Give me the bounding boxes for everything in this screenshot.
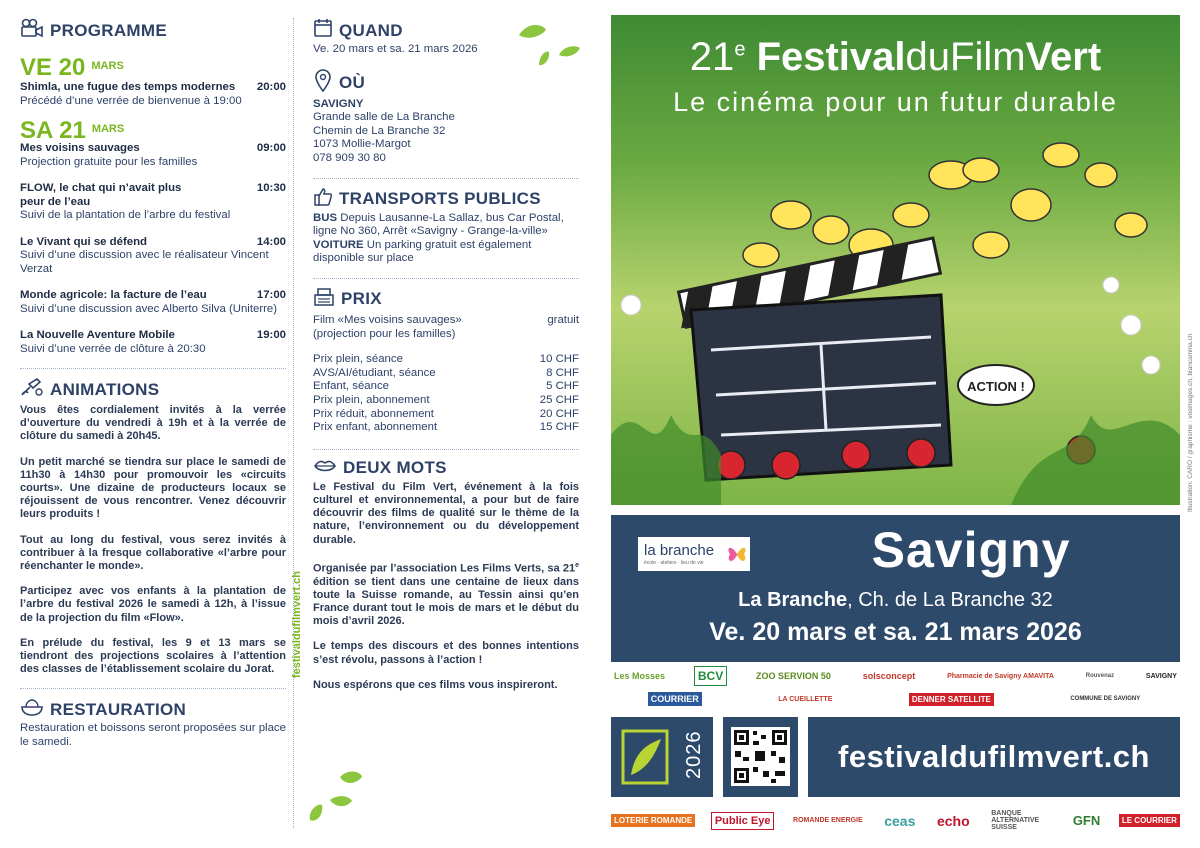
venue-date: Ve. 20 mars et sa. 21 mars 2026 xyxy=(709,618,1082,646)
sponsor-logo: LOTERIE ROMANDE xyxy=(611,814,695,827)
price-row xyxy=(313,367,579,381)
car-text: Un parking gratuit est également disponible sur place xyxy=(313,238,532,265)
price-label: Film «Mes voisins sauvages» (projection pour les familles) xyxy=(313,313,462,340)
sponsor-logo: solsconcept xyxy=(862,671,916,681)
leaf-decoration-icon xyxy=(514,20,584,70)
venue-name: La Branche xyxy=(738,589,848,611)
quand-title: QUAND xyxy=(339,20,403,40)
divider xyxy=(20,368,286,369)
sponsor-logo: SAVIGNY xyxy=(1145,672,1177,680)
prix-header xyxy=(313,287,579,312)
day-month: MARS xyxy=(91,123,125,135)
deux-mots-p2 xyxy=(313,559,579,629)
price-value: 5 CHF xyxy=(546,380,579,393)
divider xyxy=(313,278,579,279)
animations-para-2: Un petit marché se tiendra sur place le samedi de 11h30 à 14h30 pour promouvoir les «circuits courts». Une dizaine de producteurs locaux se réjouissent de vous rencontrer. Venez découvrir leurs produits ! xyxy=(20,455,286,521)
ou-title: OÙ xyxy=(339,73,366,93)
sponsor-logo: GFN xyxy=(1072,813,1101,828)
price-row xyxy=(313,353,579,367)
divider xyxy=(20,688,286,689)
event-title: FLOW, le chat qui n’avait plus peur de l’eau xyxy=(20,182,182,208)
day-name: SA 21 xyxy=(20,117,86,144)
festival-leaf-logo-icon xyxy=(621,729,669,785)
event-desc: Suivi de la plantation de l’arbre du festival xyxy=(20,209,231,221)
sponsor-logo: LE COURRIER xyxy=(1119,814,1180,827)
event-sat-4 xyxy=(20,289,286,316)
qr-code-box[interactable] xyxy=(723,717,798,797)
venue-banner xyxy=(611,515,1180,662)
animations-para-5: En prélude du festival, les 9 et 13 mars se tiendront des projections scolaires à l’attention des classes de l’établissement scolaire du Jorat. xyxy=(20,636,286,676)
animations-para-3: Tout au long du festival, vous serez invités à contribuer à la fresque collaborative «l’arbre pour réenchanter le monde». xyxy=(20,533,286,573)
lips-icon xyxy=(313,458,337,479)
event-desc: Projection gratuite pour les familles xyxy=(20,155,198,168)
sponsors-row-3 xyxy=(611,808,1180,833)
event-desc: Suivi d’une discussion avec Alberto Silva (Uniterre) xyxy=(20,302,278,315)
event-title: La Nouvelle Aventure Mobile xyxy=(20,329,175,341)
deux-mots-title: DEUX MOTS xyxy=(343,458,447,478)
ou-place: SAVIGNY xyxy=(313,97,364,110)
deux-mots-p1: Le Festival du Film Vert, événement à la fois culturel et environnemental, a pour but de faire découvrir des films de qualité sur le thème de la nature, l’environnement ou du développement durable. xyxy=(313,480,579,546)
price-label: Prix plein, abonnement xyxy=(313,393,430,406)
event-title: Le Vivant qui se défend xyxy=(20,235,148,248)
sponsor-logo: Public Eye xyxy=(711,812,775,830)
sponsor-logo: BCV xyxy=(694,666,727,686)
event-time: 19:00 xyxy=(256,329,286,341)
event-time: 20:00 xyxy=(256,81,286,93)
location-pin-icon xyxy=(313,69,333,98)
price-label: AVS/AI/étudiant, séance xyxy=(313,366,436,379)
restauration-header xyxy=(20,697,286,722)
event-time: 14:00 xyxy=(256,235,286,248)
poster-illustration xyxy=(611,15,1180,505)
programme-header xyxy=(20,18,286,43)
sponsor-logo: DENNER SATELLITE xyxy=(909,693,994,706)
event-title: Mes voisins sauvages xyxy=(20,142,140,154)
sponsor-logo: ROMANDE ENERGIE xyxy=(793,817,863,824)
vertical-website: festivaldufilmvert.ch xyxy=(291,571,303,678)
sponsors-row-1 xyxy=(611,666,1180,686)
sponsor-logo: Pharmacie de Savigny AMAVITA xyxy=(947,672,1054,680)
event-sat-1 xyxy=(20,142,286,169)
event-time: 09:00 xyxy=(256,142,286,154)
restauration-title: RESTAURATION xyxy=(50,699,187,719)
title-vert: Vert xyxy=(1025,35,1102,79)
website-link[interactable]: festivaldufilmvert.ch xyxy=(808,717,1180,797)
illustration-credit: Illustration: CARO / graphisme : vosimages.ch, biancamina.ch xyxy=(1187,333,1194,512)
event-desc: Précédé d’une verrée de bienvenue à 19:00 xyxy=(20,94,242,107)
sponsor-logo: echo xyxy=(936,812,970,829)
city-name: Savigny xyxy=(871,522,1071,578)
deux-mots-header xyxy=(313,458,579,479)
price-label: Enfant, séance xyxy=(313,380,389,393)
sponsor-logo: ceas xyxy=(884,812,916,829)
poster-subtitle: Le cinéma pour un futur durable xyxy=(673,87,1118,117)
column-info xyxy=(313,18,579,704)
bus-info xyxy=(313,212,579,239)
divider xyxy=(313,178,579,179)
p2-start: Organisée par l’association Les Films Verts, sa 21 xyxy=(313,562,576,575)
transports-title: TRANSPORTS PUBLICS xyxy=(339,189,541,209)
animations-title: ANIMATIONS xyxy=(50,379,160,399)
cash-register-icon xyxy=(313,287,335,312)
title-festival: Festival xyxy=(756,35,906,79)
column-divider xyxy=(293,18,294,828)
car-label: VOITURE xyxy=(313,238,364,251)
programme-title: PROGRAMME xyxy=(50,20,167,40)
edition-sup: e xyxy=(734,38,746,61)
price-label: Prix plein, séance xyxy=(313,353,403,366)
animations-para-4: Participez avec vos enfants à la plantation de l’arbre du festival 2026 le samedi à 12h, à l’issue de la projection du film «Flow». xyxy=(20,585,286,624)
sponsor-logo: LA CUEILLETTE xyxy=(778,695,833,703)
deux-mots-p4: Nous espérons que ces films vous inspireront. xyxy=(313,678,558,691)
restauration-text: Restauration et boissons seront proposées sur place le samedi. xyxy=(20,722,286,748)
ou-line: 078 909 30 80 xyxy=(313,151,386,164)
divider xyxy=(313,449,579,450)
price-value: 20 CHF xyxy=(539,407,579,420)
price-value: 25 CHF xyxy=(539,393,579,406)
sponsor-logo: COMMUNE DE SAVIGNY xyxy=(1070,696,1141,702)
transports-header xyxy=(313,187,579,212)
column-programme xyxy=(20,18,286,749)
food-bowl-icon xyxy=(20,697,44,722)
event-desc: Suivi d’une discussion avec le réalisateur Vincent Verzat xyxy=(20,249,269,275)
camera-icon xyxy=(20,18,44,43)
event-sat-2 xyxy=(20,182,286,223)
calendar-icon xyxy=(313,18,333,43)
p2-end: édition se tient dans une centaine de lieux dans toute la Suisse romande, au Tessin ainsi qu’en France durant tout le mois de mars et le début du mois d’avril 2026. xyxy=(313,575,579,628)
la-branche-logo xyxy=(638,537,750,571)
event-friday xyxy=(20,81,286,108)
sponsors-row-2 xyxy=(611,692,1180,706)
title-dufilm: duFilm xyxy=(905,35,1026,79)
ou-line: Chemin de La Branche 32 xyxy=(313,124,446,137)
paintbrush-icon xyxy=(20,377,44,402)
price-row xyxy=(313,421,579,435)
thumbs-up-icon xyxy=(313,187,333,212)
ou-line: 1073 Mollie-Margot xyxy=(313,138,411,151)
qr-code-icon xyxy=(731,727,790,786)
animations-header xyxy=(20,377,286,402)
animations-para-1: Vous êtes cordialement invités à la verrée d’ouverture du vendredi à 19h et à la verrée de clôture du samedi à 20h45. xyxy=(20,404,286,443)
ou-line: Grande salle de La Branche xyxy=(313,111,455,124)
bus-label: BUS xyxy=(313,211,338,224)
day-name: VE 20 xyxy=(20,54,86,81)
event-title: Monde agricole: la facture de l’eau xyxy=(20,289,207,301)
venue-address xyxy=(611,589,1180,612)
quand-text: Ve. 20 mars et sa. 21 mars 2026 xyxy=(313,43,478,55)
bus-text: Depuis Lausanne-La Sallaz, bus Car Postal, ligne No 360, Arrêt «Savigny - Grange-la-ville» xyxy=(313,211,564,238)
event-title: Shimla, une fugue des temps modernes xyxy=(20,81,236,93)
price-label: Prix enfant, abonnement xyxy=(313,421,438,434)
car-info xyxy=(313,239,579,266)
event-desc: Suivi d’une verrée de clôture à 20:30 xyxy=(20,342,206,355)
sponsor-logo: Rouvenaz xyxy=(1085,673,1115,679)
event-time: 10:30 xyxy=(256,182,286,194)
venue-street: , Ch. de La Branche 32 xyxy=(847,589,1053,611)
action-bubble-text: ACTION ! xyxy=(967,379,1025,394)
day-month: MARS xyxy=(91,60,124,72)
prix-title: PRIX xyxy=(341,289,382,309)
sponsor-logo: BANQUE ALTERNATIVE SUISSE xyxy=(991,810,1040,831)
logo-name: la branche xyxy=(644,542,715,559)
butterfly-logo-icon xyxy=(726,541,748,567)
sponsor-logo: COURRIER xyxy=(648,692,702,706)
day-saturday xyxy=(20,116,286,144)
event-time: 17:00 xyxy=(256,289,286,301)
event-sat-5 xyxy=(20,329,286,356)
price-row xyxy=(313,408,579,422)
deux-mots-p3: Le temps des discours et des bonnes intentions s’est révolu, passons à l’action ! xyxy=(313,640,579,666)
sponsor-logo: Les Mosses xyxy=(614,671,666,681)
day-friday xyxy=(20,53,286,81)
price-row xyxy=(313,380,579,394)
poster-title xyxy=(611,35,1180,80)
price-value: 10 CHF xyxy=(539,353,579,366)
sponsor-logo: ZOO SERVION 50 xyxy=(756,671,831,681)
logo-sub: école · ateliers · lieu de vie xyxy=(644,560,704,566)
event-sat-3 xyxy=(20,236,286,277)
price-value: 8 CHF xyxy=(546,366,579,379)
price-row xyxy=(313,394,579,408)
p2-sup: e xyxy=(575,561,579,569)
price-value: gratuit xyxy=(547,313,579,326)
price-free xyxy=(313,314,579,341)
price-label: Prix réduit, abonnement xyxy=(313,407,434,420)
badge-year: 2026 xyxy=(683,730,705,779)
clapperboard-illustration xyxy=(611,135,1180,505)
festival-badge xyxy=(611,717,713,797)
leaf-decoration-icon xyxy=(300,765,370,835)
edition-number: 21 xyxy=(689,35,735,79)
price-value: 15 CHF xyxy=(539,421,579,434)
ou-header xyxy=(313,69,579,98)
